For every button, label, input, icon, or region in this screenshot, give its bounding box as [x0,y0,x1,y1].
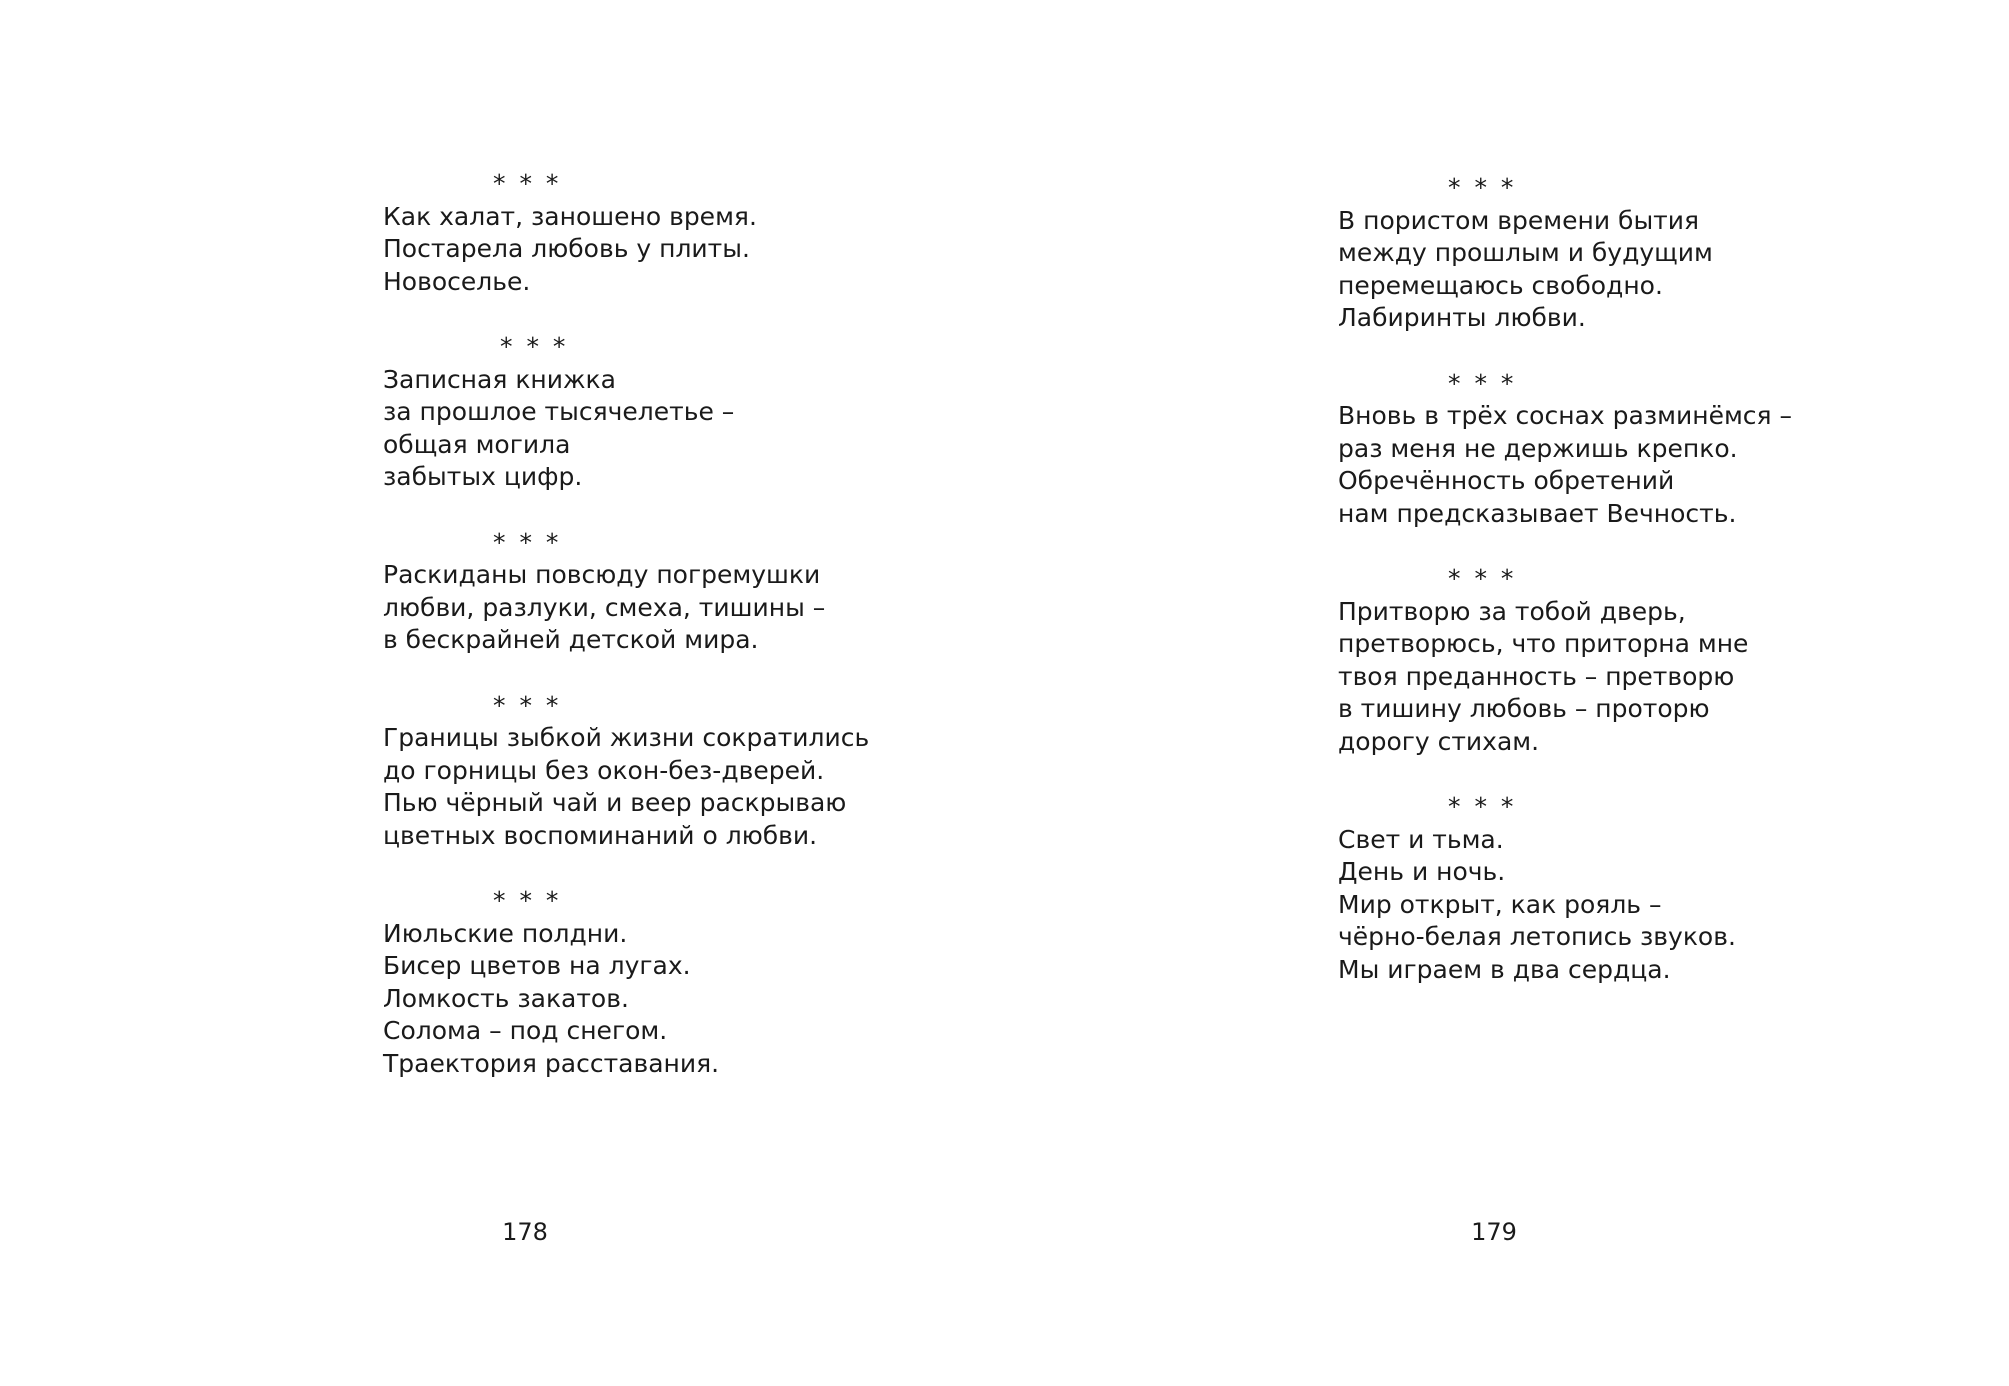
poem-line: День и ночь. [1338,857,1506,886]
poem-separator: * * * [1448,173,1517,202]
poem-line: раз меня не держишь крепко. [1338,433,1738,463]
poem-line: претворюсь, что приторна мне [1338,629,1749,658]
poem-line: Новоселье. [383,266,531,296]
poem-line: нам предсказывает Вечность. [1338,498,1737,528]
poem-line: Постарела любовь у плиты. [383,234,750,263]
poem [383,331,869,494]
poem [1338,791,1792,986]
poem-line: общая могила [383,429,571,459]
poem-line: Июльские полдни. [383,918,628,948]
right-poem-column [1338,172,1792,1019]
poem-line: твоя преданность – претворю [1338,661,1735,691]
poem [383,885,869,1080]
poem-line: Мир открыт, как рояль – [1338,889,1662,919]
poem-separator: * * * [500,332,569,361]
poem-line: Притворю за тобой дверь, [1338,596,1686,626]
poem [1338,563,1792,758]
poem-separator: * * * [493,690,562,720]
poem-line: Записная книжка [383,364,616,394]
poem-line: Вновь в трёх соснах разминёмся – [1338,401,1793,430]
poem-line: цветных воспоминаний о любви. [383,820,818,850]
poem [1338,368,1792,531]
poem-separator: * * * [1448,368,1517,398]
poem-line: Траектория расставания. [383,1048,720,1078]
poem-line: забытых цифр. [383,462,583,491]
poem-line: Раскиданы повсюду погремушки [383,560,821,589]
poem [1338,172,1792,335]
poem-line: Как халат, заношено время. [383,201,757,231]
poem [383,690,869,853]
page-number: 178 [502,1218,548,1246]
poem-line: Свет и тьма. [1338,824,1504,854]
poem [383,168,869,298]
poem-line: Бисер цветов на лугах. [383,951,691,980]
poem-line: Солома – под снегом. [383,1016,668,1045]
poem-line: в тишину любовь – проторю [1338,694,1710,723]
poem-line: чёрно-белая летопись звуков. [1338,922,1736,951]
poem-line: перемещаюсь свободно. [1338,270,1663,300]
poem-line: Лабиринты любви. [1338,303,1586,332]
poem-line: Ломкость закатов. [383,983,629,1013]
poem-line: до горницы без окон-без-дверей. [383,755,825,785]
poem [383,527,869,657]
left-page [0,0,1004,1386]
page-number: 179 [1471,1218,1517,1246]
poem-line: Пью чёрный чай и веер раскрываю [383,788,847,817]
poem-line: за прошлое тысячелетье – [383,397,735,426]
poem-line: любви, разлуки, смеха, тишины – [383,592,826,622]
poem-separator: * * * [493,527,562,557]
poem-line: Границы зыбкой жизни сократились [383,723,870,752]
poem-line: В пористом времени бытия [1338,205,1700,235]
poem-separator: * * * [493,169,562,198]
poem-separator: * * * [1448,564,1517,593]
right-page [1004,0,2009,1386]
poem-line: Обречённость обретений [1338,466,1675,495]
poem-line: в бескрайней детской мира. [383,625,759,654]
poem-separator: * * * [1448,792,1517,821]
left-poem-column [383,168,869,1113]
poem-separator: * * * [493,886,562,915]
poem-line: Мы играем в два сердца. [1338,954,1671,984]
poem-line: дорогу стихам. [1338,726,1540,756]
poem-line: между прошлым и будущим [1338,238,1713,267]
